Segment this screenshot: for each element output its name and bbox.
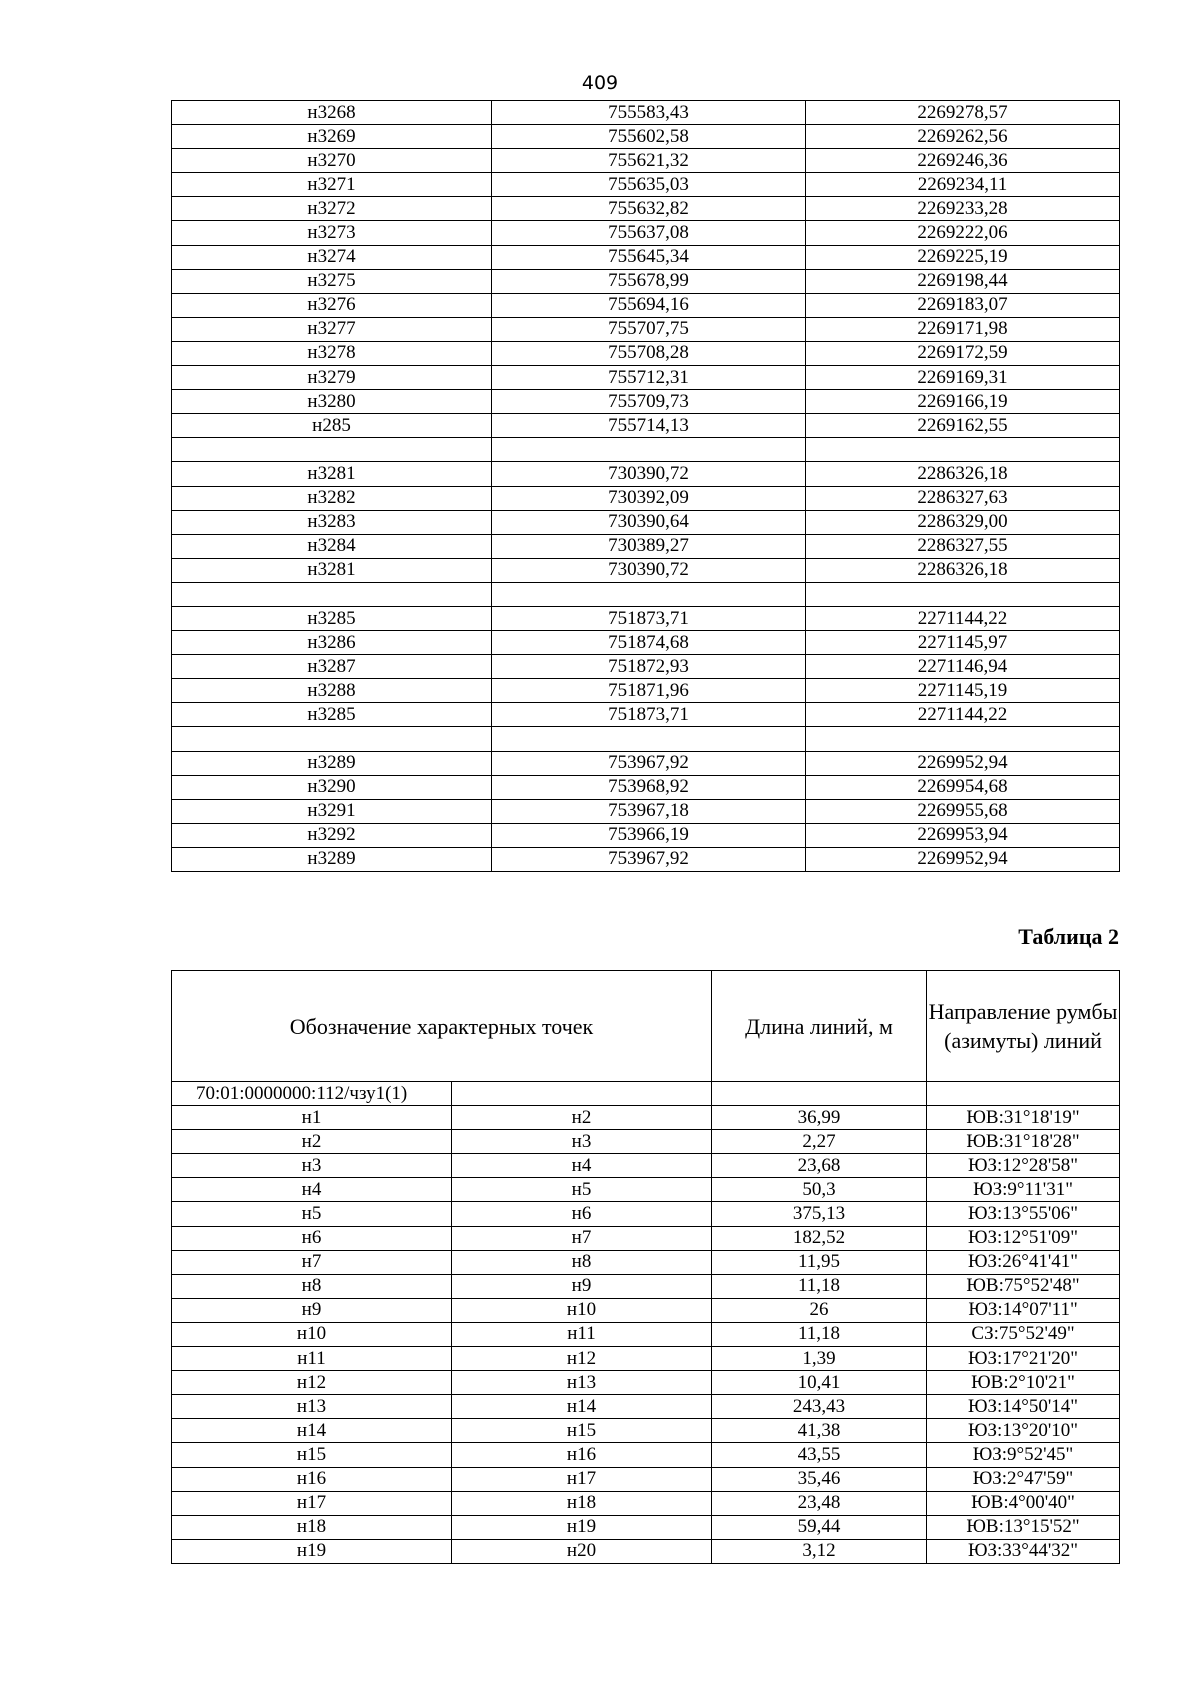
point-name-cell: н3279 <box>172 366 492 390</box>
header-length: Длина линий, м <box>712 971 927 1082</box>
y-coordinate-cell: 2269169,31 <box>806 366 1120 390</box>
y-coordinate-cell: 2271146,94 <box>806 655 1120 679</box>
x-coordinate-cell: 751872,93 <box>492 655 806 679</box>
point-name-cell: н3271 <box>172 173 492 197</box>
y-coordinate-cell: 2269183,07 <box>806 293 1120 317</box>
line-length-cell: 2,27 <box>712 1130 927 1154</box>
y-coordinate-cell: 2269954,68 <box>806 775 1120 799</box>
x-coordinate-cell: 753967,92 <box>492 847 806 871</box>
table-row <box>172 486 1120 510</box>
x-coordinate-cell: 755602,58 <box>492 125 806 149</box>
to-point-cell: н10 <box>452 1298 712 1322</box>
table-row <box>172 631 1120 655</box>
table-row <box>172 1467 1120 1491</box>
table-row <box>172 1491 1120 1515</box>
x-coordinate-cell: 755632,82 <box>492 197 806 221</box>
y-coordinate-cell: 2269198,44 <box>806 269 1120 293</box>
x-coordinate-cell: 730392,09 <box>492 486 806 510</box>
table-row <box>172 1419 1120 1443</box>
table-row <box>172 245 1120 269</box>
to-point-cell: н18 <box>452 1491 712 1515</box>
table-row <box>172 1443 1120 1467</box>
point-name-cell <box>172 727 492 751</box>
x-coordinate-cell: 751873,71 <box>492 703 806 727</box>
from-point-cell: н13 <box>172 1395 452 1419</box>
y-coordinate-cell: 2271144,22 <box>806 606 1120 630</box>
table-row <box>172 1130 1120 1154</box>
point-name-cell: н3273 <box>172 221 492 245</box>
table-row <box>172 655 1120 679</box>
x-coordinate-cell: 755678,99 <box>492 269 806 293</box>
table-row <box>172 390 1120 414</box>
line-length-cell: 243,43 <box>712 1395 927 1419</box>
point-name-cell: н3292 <box>172 823 492 847</box>
x-coordinate-cell: 751874,68 <box>492 631 806 655</box>
x-coordinate-cell: 751873,71 <box>492 606 806 630</box>
y-coordinate-cell: 2269162,55 <box>806 414 1120 438</box>
table-row <box>172 1539 1120 1563</box>
from-point-cell: н8 <box>172 1274 452 1298</box>
table-row <box>172 799 1120 823</box>
y-coordinate-cell: 2269262,56 <box>806 125 1120 149</box>
coordinates-table <box>171 100 1120 872</box>
table-row <box>172 703 1120 727</box>
y-coordinate-cell: 2271145,97 <box>806 631 1120 655</box>
y-coordinate-cell: 2286327,63 <box>806 486 1120 510</box>
x-coordinate-cell: 730389,27 <box>492 534 806 558</box>
table-row <box>172 1202 1120 1226</box>
y-coordinate-cell: 2269246,36 <box>806 149 1120 173</box>
x-coordinate-cell <box>492 727 806 751</box>
y-coordinate-cell: 2286329,00 <box>806 510 1120 534</box>
y-coordinate-cell: 2286327,55 <box>806 534 1120 558</box>
to-point-cell: н11 <box>452 1322 712 1346</box>
to-point-cell: н12 <box>452 1347 712 1371</box>
table-row <box>172 269 1120 293</box>
x-coordinate-cell: 753967,92 <box>492 751 806 775</box>
to-point-cell: н2 <box>452 1106 712 1130</box>
direction-cell: ЮВ:13°15'52" <box>927 1515 1120 1539</box>
line-length-cell: 11,18 <box>712 1322 927 1346</box>
coordinates-table-body <box>172 101 1120 872</box>
y-coordinate-cell: 2269172,59 <box>806 341 1120 365</box>
y-coordinate-cell: 2269222,06 <box>806 221 1120 245</box>
to-point-cell: н4 <box>452 1154 712 1178</box>
line-length-cell: 23,48 <box>712 1491 927 1515</box>
to-point-cell: н13 <box>452 1371 712 1395</box>
point-name-cell: н3291 <box>172 799 492 823</box>
x-coordinate-cell <box>492 582 806 606</box>
to-point-cell: н16 <box>452 1443 712 1467</box>
table-row <box>172 751 1120 775</box>
point-name-cell: н3276 <box>172 293 492 317</box>
y-coordinate-cell: 2269955,68 <box>806 799 1120 823</box>
empty-cell <box>452 1082 712 1106</box>
point-name-cell: н3283 <box>172 510 492 534</box>
point-name-cell: н3285 <box>172 703 492 727</box>
direction-cell: ЮЗ:14°07'11" <box>927 1298 1120 1322</box>
line-length-cell: 41,38 <box>712 1419 927 1443</box>
lines-table-header-row <box>172 971 1120 1082</box>
y-coordinate-cell: 2286326,18 <box>806 558 1120 582</box>
from-point-cell: н7 <box>172 1250 452 1274</box>
to-point-cell: н15 <box>452 1419 712 1443</box>
line-length-cell: 23,68 <box>712 1154 927 1178</box>
direction-cell: ЮВ:31°18'19" <box>927 1106 1120 1130</box>
table-row <box>172 1347 1120 1371</box>
from-point-cell: н18 <box>172 1515 452 1539</box>
point-name-cell: н3289 <box>172 751 492 775</box>
line-length-cell: 182,52 <box>712 1226 927 1250</box>
header-points: Обозначение характерных точек <box>172 971 712 1082</box>
x-coordinate-cell: 730390,72 <box>492 558 806 582</box>
to-point-cell: н19 <box>452 1515 712 1539</box>
y-coordinate-cell <box>806 727 1120 751</box>
y-coordinate-cell: 2271144,22 <box>806 703 1120 727</box>
point-name-cell: н3277 <box>172 317 492 341</box>
table-row <box>172 679 1120 703</box>
separator-row <box>172 582 1120 606</box>
x-coordinate-cell: 755637,08 <box>492 221 806 245</box>
x-coordinate-cell: 753967,18 <box>492 799 806 823</box>
table-row <box>172 1395 1120 1419</box>
direction-cell: ЮВ:31°18'28" <box>927 1130 1120 1154</box>
x-coordinate-cell: 755712,31 <box>492 366 806 390</box>
y-coordinate-cell: 2269233,28 <box>806 197 1120 221</box>
table-row <box>172 101 1120 125</box>
direction-cell: ЮВ:75°52'48" <box>927 1274 1120 1298</box>
direction-cell: ЮЗ:17°21'20" <box>927 1347 1120 1371</box>
line-length-cell: 11,18 <box>712 1274 927 1298</box>
direction-cell: ЮЗ:2°47'59" <box>927 1467 1120 1491</box>
point-name-cell: н3289 <box>172 847 492 871</box>
from-point-cell: н3 <box>172 1154 452 1178</box>
x-coordinate-cell: 755694,16 <box>492 293 806 317</box>
from-point-cell: н10 <box>172 1322 452 1346</box>
to-point-cell: н17 <box>452 1467 712 1491</box>
point-name-cell: н3280 <box>172 390 492 414</box>
table-row <box>172 1178 1120 1202</box>
y-coordinate-cell <box>806 582 1120 606</box>
from-point-cell: н5 <box>172 1202 452 1226</box>
table-row <box>172 606 1120 630</box>
line-length-cell: 3,12 <box>712 1539 927 1563</box>
point-name-cell: н3287 <box>172 655 492 679</box>
table-row <box>172 1515 1120 1539</box>
table-row <box>172 462 1120 486</box>
table-row <box>172 1106 1120 1130</box>
from-point-cell: н15 <box>172 1443 452 1467</box>
to-point-cell: н6 <box>452 1202 712 1226</box>
y-coordinate-cell <box>806 438 1120 462</box>
point-name-cell <box>172 582 492 606</box>
point-name-cell: н3275 <box>172 269 492 293</box>
from-point-cell: н14 <box>172 1419 452 1443</box>
point-name-cell <box>172 438 492 462</box>
from-point-cell: н9 <box>172 1298 452 1322</box>
point-name-cell: н3272 <box>172 197 492 221</box>
point-name-cell: н3270 <box>172 149 492 173</box>
point-name-cell: н3268 <box>172 101 492 125</box>
table-row <box>172 1226 1120 1250</box>
table-row <box>172 558 1120 582</box>
y-coordinate-cell: 2269952,94 <box>806 751 1120 775</box>
from-point-cell: н2 <box>172 1130 452 1154</box>
line-length-cell: 375,13 <box>712 1202 927 1226</box>
table-row <box>172 1154 1120 1178</box>
point-name-cell: н3274 <box>172 245 492 269</box>
table-row <box>172 197 1120 221</box>
table-row <box>172 1298 1120 1322</box>
from-point-cell: н17 <box>172 1491 452 1515</box>
line-length-cell: 36,99 <box>712 1106 927 1130</box>
direction-cell: ЮЗ:26°41'41" <box>927 1250 1120 1274</box>
line-length-cell: 1,39 <box>712 1347 927 1371</box>
group-label-row <box>172 1082 1120 1106</box>
y-coordinate-cell: 2269225,19 <box>806 245 1120 269</box>
line-length-cell: 50,3 <box>712 1178 927 1202</box>
line-length-cell: 26 <box>712 1298 927 1322</box>
empty-cell <box>927 1082 1120 1106</box>
line-length-cell: 43,55 <box>712 1443 927 1467</box>
table-row <box>172 149 1120 173</box>
x-coordinate-cell: 755714,13 <box>492 414 806 438</box>
x-coordinate-cell: 730390,72 <box>492 462 806 486</box>
table-row <box>172 173 1120 197</box>
line-length-cell: 35,46 <box>712 1467 927 1491</box>
table-row <box>172 293 1120 317</box>
point-name-cell: н3284 <box>172 534 492 558</box>
to-point-cell: н7 <box>452 1226 712 1250</box>
point-name-cell: н3286 <box>172 631 492 655</box>
header-direction: Направление румбы (азимуты) линий <box>927 971 1120 1082</box>
separator-row <box>172 727 1120 751</box>
table-row <box>172 341 1120 365</box>
direction-cell: ЮЗ:9°11'31" <box>927 1178 1120 1202</box>
empty-cell <box>712 1082 927 1106</box>
y-coordinate-cell: 2271145,19 <box>806 679 1120 703</box>
table-row <box>172 775 1120 799</box>
point-name-cell: н3282 <box>172 486 492 510</box>
line-length-cell: 11,95 <box>712 1250 927 1274</box>
to-point-cell: н14 <box>452 1395 712 1419</box>
table-row <box>172 1322 1120 1346</box>
direction-cell: ЮЗ:13°55'06" <box>927 1202 1120 1226</box>
from-point-cell: н1 <box>172 1106 452 1130</box>
table-row <box>172 317 1120 341</box>
table2-title: Таблица 2 <box>1018 924 1119 949</box>
point-name-cell: н3269 <box>172 125 492 149</box>
table-row <box>172 847 1120 871</box>
table-row <box>172 1250 1120 1274</box>
table-row <box>172 366 1120 390</box>
table-row <box>172 221 1120 245</box>
y-coordinate-cell: 2269953,94 <box>806 823 1120 847</box>
x-coordinate-cell: 755708,28 <box>492 341 806 365</box>
x-coordinate-cell: 755583,43 <box>492 101 806 125</box>
point-name-cell: н3290 <box>172 775 492 799</box>
point-name-cell: н3281 <box>172 462 492 486</box>
x-coordinate-cell: 730390,64 <box>492 510 806 534</box>
x-coordinate-cell: 755645,34 <box>492 245 806 269</box>
page-number: 409 <box>581 72 619 94</box>
from-point-cell: н4 <box>172 1178 452 1202</box>
to-point-cell: н20 <box>452 1539 712 1563</box>
table-row <box>172 1371 1120 1395</box>
point-name-cell: н285 <box>172 414 492 438</box>
group-label: 70:01:0000000:112/чзу1(1) <box>172 1082 452 1106</box>
y-coordinate-cell: 2269952,94 <box>806 847 1120 871</box>
lines-table-body <box>172 1082 1120 1564</box>
to-point-cell: н8 <box>452 1250 712 1274</box>
direction-cell: ЮЗ:9°52'45" <box>927 1443 1120 1467</box>
y-coordinate-cell: 2269234,11 <box>806 173 1120 197</box>
table-row <box>172 510 1120 534</box>
direction-cell: ЮЗ:33°44'32" <box>927 1539 1120 1563</box>
x-coordinate-cell: 755709,73 <box>492 390 806 414</box>
y-coordinate-cell: 2269166,19 <box>806 390 1120 414</box>
from-point-cell: н6 <box>172 1226 452 1250</box>
x-coordinate-cell: 753968,92 <box>492 775 806 799</box>
table-row <box>172 534 1120 558</box>
y-coordinate-cell: 2269278,57 <box>806 101 1120 125</box>
from-point-cell: н19 <box>172 1539 452 1563</box>
from-point-cell: н11 <box>172 1347 452 1371</box>
direction-cell: ЮЗ:14°50'14" <box>927 1395 1120 1419</box>
table-row <box>172 125 1120 149</box>
x-coordinate-cell: 751871,96 <box>492 679 806 703</box>
line-length-cell: 59,44 <box>712 1515 927 1539</box>
point-name-cell: н3285 <box>172 606 492 630</box>
line-length-cell: 10,41 <box>712 1371 927 1395</box>
x-coordinate-cell: 755707,75 <box>492 317 806 341</box>
x-coordinate-cell: 755621,32 <box>492 149 806 173</box>
table-row <box>172 1274 1120 1298</box>
from-point-cell: н12 <box>172 1371 452 1395</box>
table-row <box>172 823 1120 847</box>
direction-cell: ЮЗ:13°20'10" <box>927 1419 1120 1443</box>
x-coordinate-cell <box>492 438 806 462</box>
point-name-cell: н3281 <box>172 558 492 582</box>
to-point-cell: н9 <box>452 1274 712 1298</box>
direction-cell: ЮВ:2°10'21" <box>927 1371 1120 1395</box>
x-coordinate-cell: 755635,03 <box>492 173 806 197</box>
to-point-cell: н3 <box>452 1130 712 1154</box>
from-point-cell: н16 <box>172 1467 452 1491</box>
y-coordinate-cell: 2269171,98 <box>806 317 1120 341</box>
separator-row <box>172 438 1120 462</box>
direction-cell: ЮЗ:12°51'09" <box>927 1226 1120 1250</box>
y-coordinate-cell: 2286326,18 <box>806 462 1120 486</box>
x-coordinate-cell: 753966,19 <box>492 823 806 847</box>
direction-cell: ЮЗ:12°28'58" <box>927 1154 1120 1178</box>
to-point-cell: н5 <box>452 1178 712 1202</box>
lines-table <box>171 970 1120 1564</box>
direction-cell: ЮВ:4°00'40" <box>927 1491 1120 1515</box>
point-name-cell: н3288 <box>172 679 492 703</box>
table-row <box>172 414 1120 438</box>
direction-cell: СЗ:75°52'49" <box>927 1322 1120 1346</box>
point-name-cell: н3278 <box>172 341 492 365</box>
